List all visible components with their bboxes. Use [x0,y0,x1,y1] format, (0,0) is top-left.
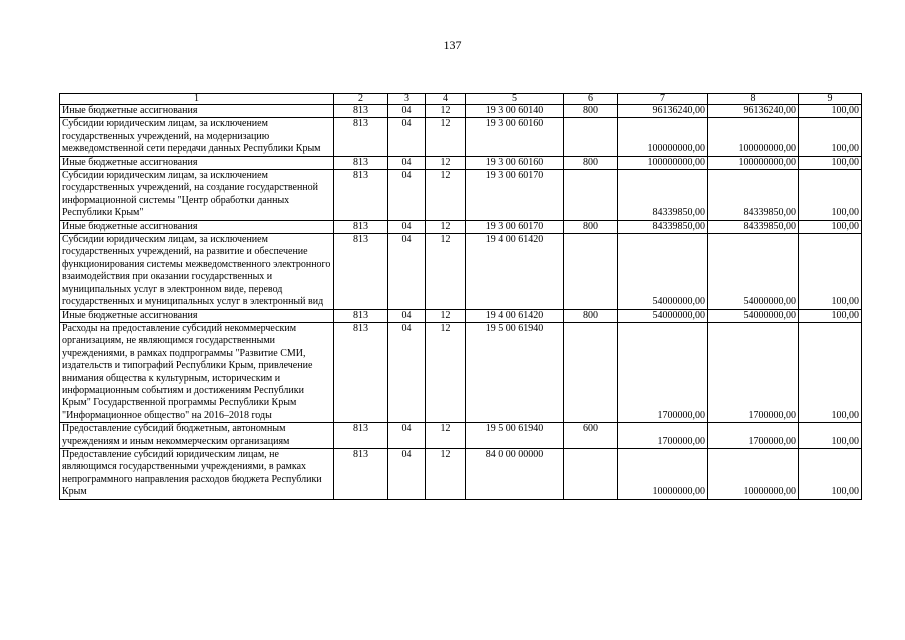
subsection-code: 12 [426,423,466,449]
section-code: 04 [388,322,426,422]
row-description: Иные бюджетные ассигнования [60,220,334,233]
page-number: 137 [443,38,462,52]
section-code: 04 [388,170,426,221]
ministry-code: 813 [334,448,388,499]
target-article-code: 19 3 00 60160 [466,118,564,156]
expense-type-code: 800 [564,156,618,169]
execution-percent: 100,00 [799,322,862,422]
target-article-code: 19 4 00 61420 [466,234,564,309]
amount-executed: 100000000,00 [708,156,799,169]
execution-percent: 100,00 [799,170,862,221]
expense-type-code [564,448,618,499]
ministry-code: 813 [334,220,388,233]
target-article-code: 19 4 00 61420 [466,309,564,322]
subsection-code: 12 [426,118,466,156]
section-code: 04 [388,118,426,156]
subsection-code: 12 [426,170,466,221]
expense-type-code: 800 [564,105,618,118]
subsection-code: 12 [426,448,466,499]
column-header: 7 [618,94,708,105]
amount-planned: 1700000,00 [618,423,708,449]
ministry-code: 813 [334,105,388,118]
target-article-code: 84 0 00 00000 [466,448,564,499]
ministry-code: 813 [334,423,388,449]
ministry-code: 813 [334,234,388,309]
target-article-code: 19 3 00 60170 [466,220,564,233]
expense-type-code: 800 [564,309,618,322]
row-description: Субсидии юридическим лицам, за исключением государственных учреждений, на создание государственной информационной системы "Центр обработки данных Республики Крым" [60,170,334,221]
subsection-code: 12 [426,105,466,118]
table-row [60,322,862,422]
table-row [60,118,862,156]
column-header: 5 [466,94,564,105]
amount-planned: 54000000,00 [618,234,708,309]
column-header: 6 [564,94,618,105]
amount-executed: 54000000,00 [708,234,799,309]
column-header: 1 [60,94,334,105]
section-code: 04 [388,448,426,499]
section-code: 04 [388,156,426,169]
row-description: Субсидии юридическим лицам, за исключением государственных учреждений, на модернизацию межведомственной сети передачи данных Республики Крым [60,118,334,156]
subsection-code: 12 [426,156,466,169]
ministry-code: 813 [334,322,388,422]
subsection-code: 12 [426,309,466,322]
amount-executed: 84339850,00 [708,220,799,233]
row-description: Расходы на предоставление субсидий некоммерческим организациям, не являющимся государственными учреждениями, в рамках подпрограммы "Развитие СМИ, издательств и типографий Республики Крым, привлечение внимания общества к культурным, историческим и информационным событиям и достижениям Республики Крым" Государственной программы Республики Крым "Информационное общество" на 2016–2018 годы [60,322,334,422]
amount-executed: 10000000,00 [708,448,799,499]
ministry-code: 813 [334,156,388,169]
execution-percent: 100,00 [799,118,862,156]
table-row [60,448,862,499]
header-row [60,94,862,105]
row-description: Иные бюджетные ассигнования [60,105,334,118]
expense-type-code [564,118,618,156]
row-description: Предоставление субсидий бюджетным, автономным учреждениям и иным некоммерческим организациям [60,423,334,449]
execution-percent: 100,00 [799,156,862,169]
execution-percent: 100,00 [799,105,862,118]
amount-planned: 96136240,00 [618,105,708,118]
amount-planned: 1700000,00 [618,322,708,422]
execution-percent: 100,00 [799,309,862,322]
execution-percent: 100,00 [799,423,862,449]
section-code: 04 [388,220,426,233]
amount-executed: 1700000,00 [708,423,799,449]
expense-type-code [564,322,618,422]
amount-planned: 10000000,00 [618,448,708,499]
row-description: Иные бюджетные ассигнования [60,156,334,169]
column-header: 9 [799,94,862,105]
expense-type-code [564,234,618,309]
target-article-code: 19 5 00 61940 [466,322,564,422]
target-article-code: 19 3 00 60140 [466,105,564,118]
expense-type-code: 800 [564,220,618,233]
budget-table [59,93,862,500]
row-description: Иные бюджетные ассигнования [60,309,334,322]
column-header: 2 [334,94,388,105]
column-header: 4 [426,94,466,105]
table-row [60,423,862,449]
column-header: 3 [388,94,426,105]
row-description: Субсидии юридическим лицам, за исключением государственных учреждений, на развитие и обеспечение функционирования системы межведомственного электронного взаимодействия при оказании государственных и муниципальных услуг в электронном виде, перевод государственных и муниципальных услуг в электронный вид [60,234,334,309]
execution-percent: 100,00 [799,448,862,499]
amount-planned: 54000000,00 [618,309,708,322]
subsection-code: 12 [426,234,466,309]
execution-percent: 100,00 [799,220,862,233]
subsection-code: 12 [426,322,466,422]
ministry-code: 813 [334,170,388,221]
amount-executed: 1700000,00 [708,322,799,422]
amount-executed: 100000000,00 [708,118,799,156]
subsection-code: 12 [426,220,466,233]
amount-planned: 100000000,00 [618,118,708,156]
target-article-code: 19 3 00 60170 [466,170,564,221]
amount-planned: 100000000,00 [618,156,708,169]
table-row [60,220,862,233]
execution-percent: 100,00 [799,234,862,309]
section-code: 04 [388,105,426,118]
section-code: 04 [388,309,426,322]
expense-type-code [564,170,618,221]
target-article-code: 19 5 00 61940 [466,423,564,449]
ministry-code: 813 [334,118,388,156]
table-row [60,170,862,221]
section-code: 04 [388,234,426,309]
amount-planned: 84339850,00 [618,170,708,221]
target-article-code: 19 3 00 60160 [466,156,564,169]
table-row [60,309,862,322]
table-row [60,234,862,309]
amount-executed: 96136240,00 [708,105,799,118]
table-row [60,156,862,169]
ministry-code: 813 [334,309,388,322]
column-header: 8 [708,94,799,105]
amount-executed: 84339850,00 [708,170,799,221]
amount-planned: 84339850,00 [618,220,708,233]
row-description: Предоставление субсидий юридическим лицам, не являющимся государственными учреждениями, в рамках непрограммного направления расходов бюджета Республики Крым [60,448,334,499]
table-row [60,105,862,118]
section-code: 04 [388,423,426,449]
expense-type-code: 600 [564,423,618,449]
amount-executed: 54000000,00 [708,309,799,322]
